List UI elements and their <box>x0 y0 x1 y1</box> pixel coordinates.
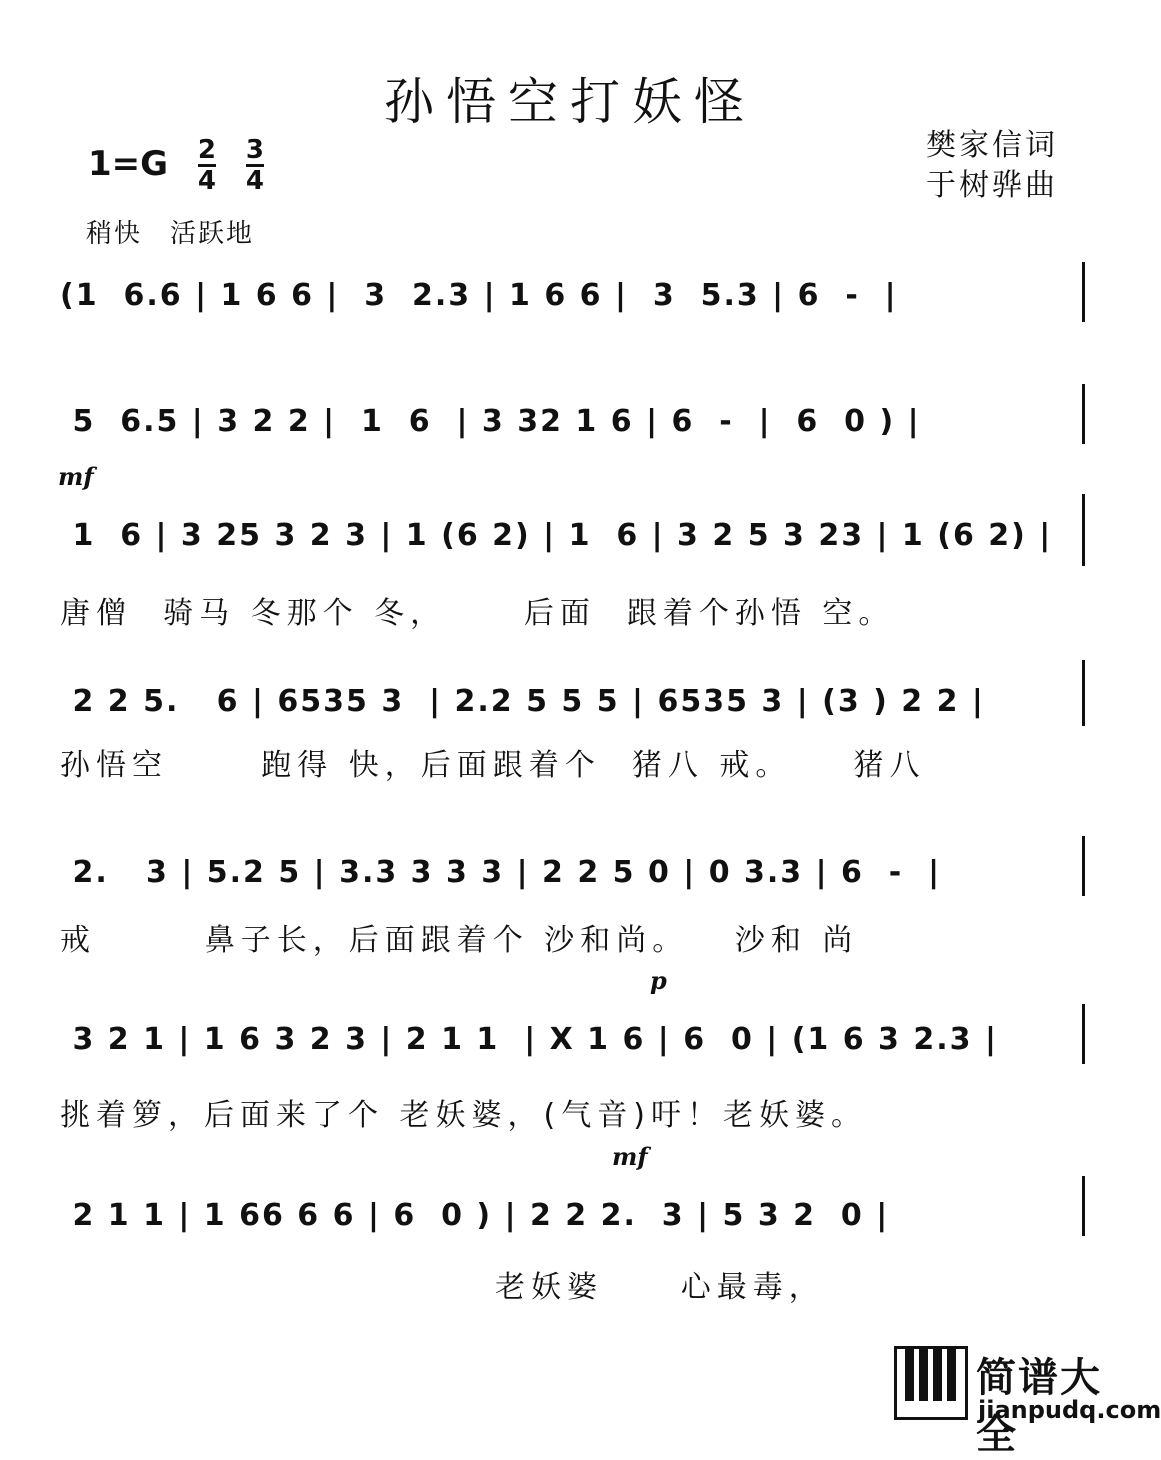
barline <box>1082 262 1085 322</box>
barline <box>1082 494 1085 566</box>
key-text: 1=G <box>88 144 169 184</box>
notation-line-2: 5 6.5 | 3 2 2 | 1 6 | 3 32 1 6 | 6 - | 6 0 ) | <box>60 404 921 439</box>
notation-line-5: 2. 3 | 5.2 5 | 3.3 3 3 3 | 2 2 5 0 | 0 3.3 | 6 - | <box>60 855 942 890</box>
notation-line-4: 2 2 5. 6 | 6535 3 | 2.2 5 5 5 | 6535 3 | (3 ) 2 2 | <box>60 684 985 719</box>
dynamic-marking-2: p <box>650 966 667 995</box>
key-signature <box>88 135 264 196</box>
lyricist-credit: 樊家信词 <box>926 128 1058 163</box>
site-logo <box>894 1346 1161 1458</box>
logo-text-en: jianpudq.com <box>978 1396 1161 1424</box>
notation-line-7: 2 1 1 | 1 66 6 6 | 6 0 ) | 2 2 2. 3 | 5 3 2 0 | <box>60 1198 890 1233</box>
notation-line-6: 3 2 1 | 1 6 3 2 3 | 2 1 1 | X 1 6 | 6 0 | (1 6 3 2.3 | <box>60 1022 998 1057</box>
lyrics-line-7: 老妖婆 心最毒， <box>60 1270 825 1305</box>
barline <box>1082 836 1085 896</box>
barline <box>1082 1176 1085 1236</box>
lyrics-line-4: 孙悟空 跑得 快，后面跟着个 猪八 戒。 猪八 <box>60 748 926 783</box>
time-signature-2: $\frac{3}{4}$ <box>245 135 264 196</box>
time-signature-1: $\frac{2}{4}$ <box>197 135 216 196</box>
lyrics-line-5: 戒 鼻子长，后面跟着个 沙和尚。 沙和 尚 <box>60 923 859 958</box>
song-title: 孙悟空打妖怪 <box>384 73 756 131</box>
notation-line-1: (1 6.6 | 1 6 6 | 3 2.3 | 1 6 6 | 3 5.3 | 6 - | <box>60 278 898 313</box>
lyrics-line-3: 唐僧 骑马 冬那个 冬， 后面 跟着个孙悟 空。 <box>60 596 895 631</box>
logo-text-cn: 简谱大全 <box>976 1355 1102 1458</box>
tempo-marking: 稍快 活跃地 <box>86 219 255 249</box>
dynamic-marking-1: mf <box>58 462 94 491</box>
barline <box>1082 1004 1085 1064</box>
piano-keys-icon <box>894 1346 968 1420</box>
barline <box>1082 384 1085 444</box>
barline <box>1082 660 1085 726</box>
dynamic-marking-3: mf <box>612 1142 648 1171</box>
notation-line-3: 1 6 | 3 25 3 2 3 | 1 (6 2) | 1 6 | 3 2 5 3 23 | 1 (6 2) | <box>60 518 1053 553</box>
lyrics-line-6: 挑着箩，后面来了个 老妖婆，(气音)吁！老妖婆。 <box>60 1098 867 1133</box>
composer-credit: 于树骅曲 <box>926 168 1058 203</box>
